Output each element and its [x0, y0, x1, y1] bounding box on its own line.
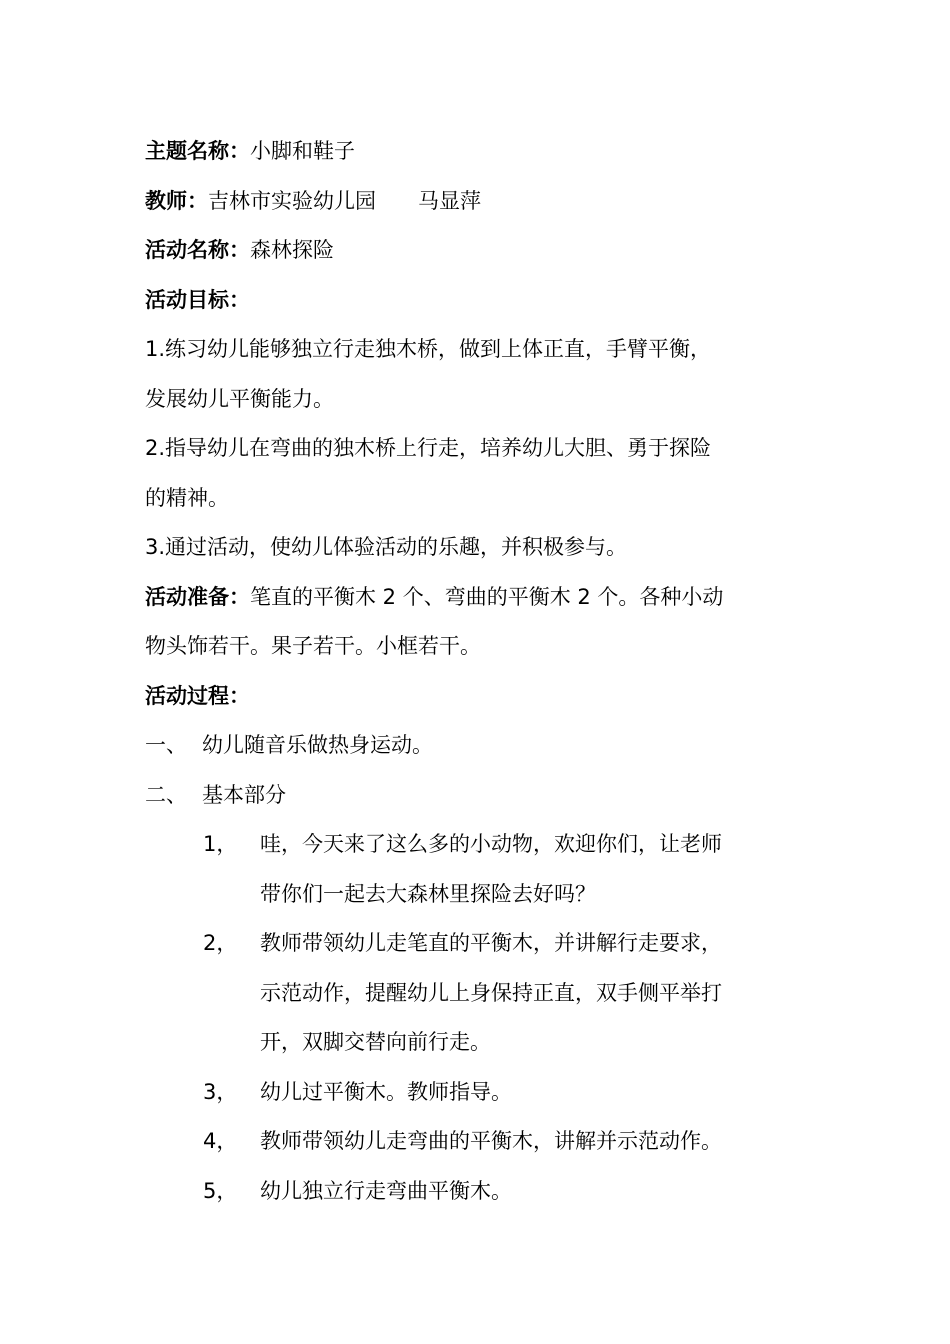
- process-step: [145, 1117, 810, 1167]
- process-step-marker: 3，: [203, 1079, 238, 1104]
- process-step-text: [260, 1117, 810, 1167]
- lesson-plan-body: [145, 127, 810, 1216]
- process-step-text: [260, 820, 810, 919]
- process-step-line: 开，双脚交替向前行走。: [260, 1030, 491, 1054]
- process-step: [145, 919, 810, 1068]
- process-item: [145, 771, 810, 821]
- goal-line: 1.练习幼儿能够独立行走独木桥，做到上体正直，手臂平衡，: [145, 337, 712, 361]
- process-step-marker: 1，: [203, 832, 238, 856]
- preparation-text: 笔直的平衡木 2 个、弯曲的平衡木 2 个。各种小动: [250, 584, 724, 609]
- activity-name-label: 活动名称：: [145, 238, 250, 262]
- process-item-marker: 二、: [145, 782, 187, 807]
- process-step-line: 教师带领幼儿走弯曲的平衡木，讲解并示范动作。: [260, 1129, 722, 1153]
- process-item: [145, 721, 810, 771]
- process-step: [145, 820, 810, 919]
- process-step-marker: 2，: [203, 931, 238, 955]
- activity-name-line: [145, 226, 810, 276]
- process-step-line: 带你们一起去大森林里探险去好吗？: [260, 881, 596, 906]
- teacher-line: [145, 177, 810, 227]
- process-step-marker: 4，: [203, 1129, 238, 1153]
- goal-line: 发展幼儿平衡能力。: [145, 386, 334, 411]
- process-step-line: 教师带领幼儿走笔直的平衡木，并讲解行走要求，: [260, 931, 722, 955]
- theme-line: [145, 127, 810, 177]
- activity-name-value: 森林探险: [250, 238, 334, 262]
- goals-heading: 活动目标：: [145, 287, 250, 312]
- teacher-value: 吉林市实验幼儿园 马显萍: [208, 188, 481, 213]
- process-step: [145, 1167, 810, 1217]
- goal-line: 的精神。: [145, 485, 229, 510]
- process-step-line: 哇，今天来了这么多的小动物，欢迎你们，让老师: [260, 832, 722, 856]
- process-step-text: [260, 1068, 810, 1118]
- process-step-marker: 5，: [203, 1178, 238, 1203]
- process-item-marker: 一、: [145, 733, 187, 757]
- theme-label: 主题名称：: [145, 139, 250, 163]
- goal-line: 3.通过活动，使幼儿体验活动的乐趣，并积极参与。: [145, 535, 628, 559]
- theme-value: 小脚和鞋子: [250, 139, 355, 163]
- process-heading: 活动过程：: [145, 683, 250, 708]
- process-step-text: [260, 919, 810, 1068]
- process-step-line: 幼儿独立行走弯曲平衡木。: [260, 1178, 512, 1203]
- goal-line: 2.指导幼儿在弯曲的独木桥上行走，培养幼儿大胆、勇于探险: [145, 436, 712, 460]
- process-item-text: 基本部分: [202, 782, 286, 807]
- preparation-line-continued: 物头饰若干。果子若干。小框若干。: [145, 634, 481, 658]
- process-step-line: 示范动作，提醒幼儿上身保持正直，双手侧平举打: [260, 980, 722, 1005]
- process-item-text: 幼儿随音乐做热身运动。: [202, 733, 433, 757]
- preparation-line: [145, 573, 810, 623]
- process-step-line: 幼儿过平衡木。教师指导。: [260, 1079, 512, 1104]
- process-step: [145, 1068, 810, 1118]
- preparation-label: 活动准备：: [145, 584, 250, 609]
- teacher-label: 教师：: [145, 188, 208, 213]
- process-step-text: [260, 1167, 810, 1217]
